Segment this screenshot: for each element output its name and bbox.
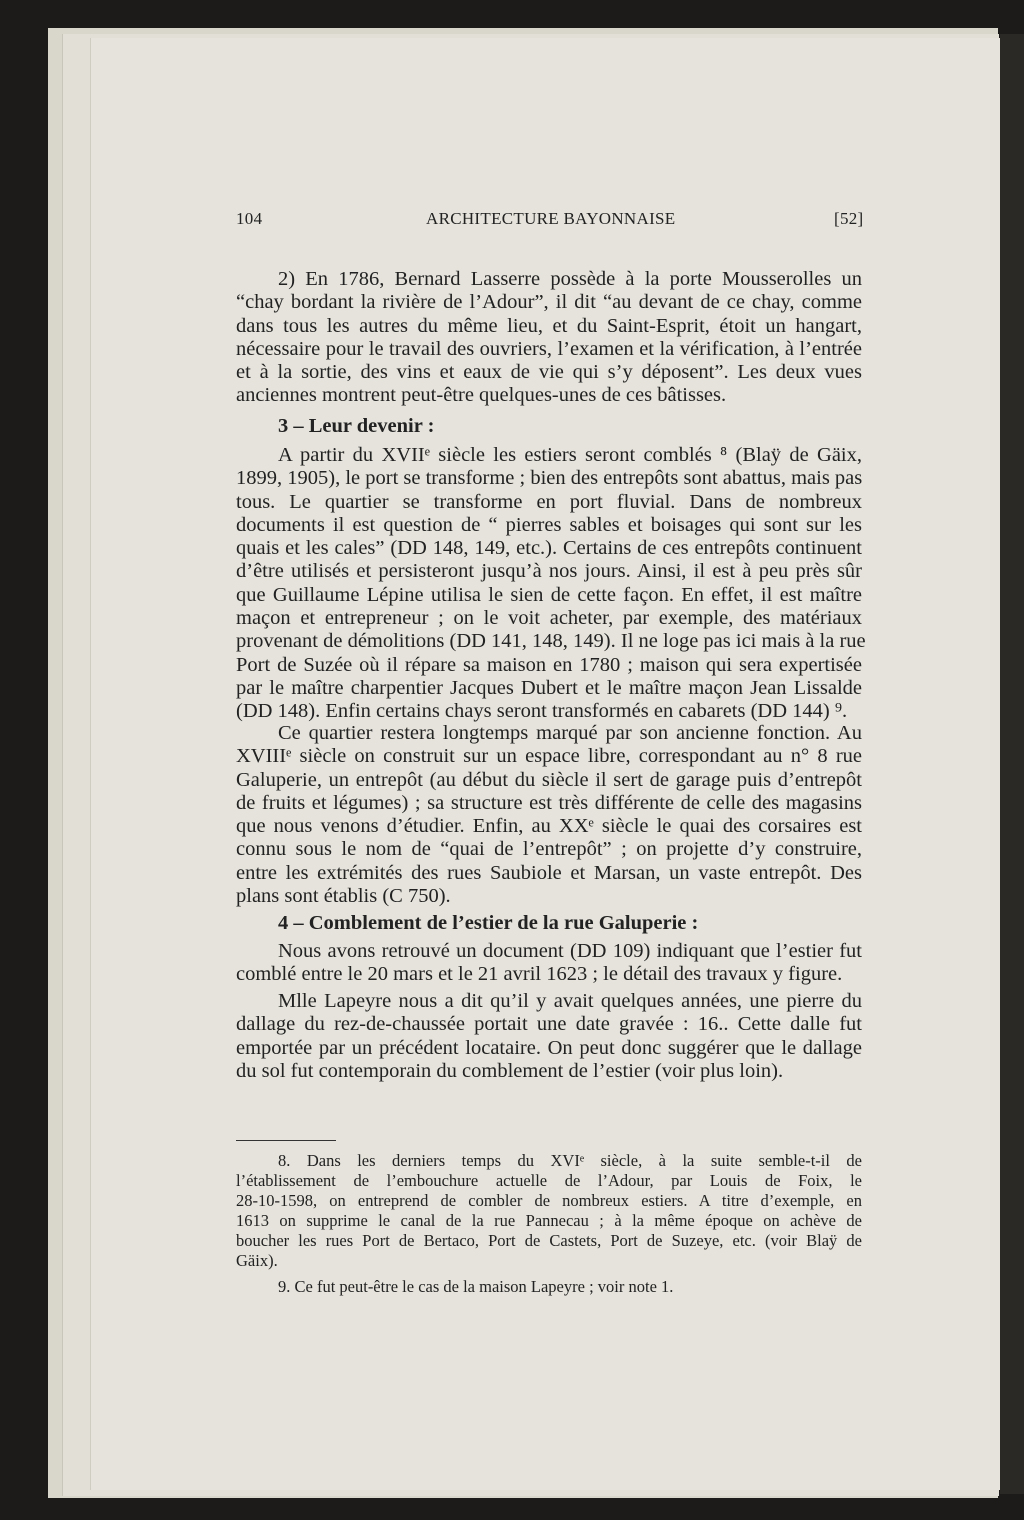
paragraph-3: [236, 722, 862, 908]
text-line: emportée par un précédent locataire. On peut donc suggérer que le dallage: [236, 1036, 862, 1059]
text-line: XVIIIᵉ siècle on construit sur un espace libre, correspondant au n° 8 rue: [236, 745, 862, 768]
text-line: 9. Ce fut peut-être le cas de la maison Lapeyre ; voir note 1.: [278, 1277, 674, 1296]
text-line: provenant de démolitions (DD 141, 148, 149). Il ne loge pas ici mais à la rue: [236, 630, 866, 653]
text-line: Mlle Lapeyre nous a dit qu’il y avait quelques années, une pierre du: [278, 990, 862, 1012]
text-line: tous. Le quartier se transforme en port fluvial. Dans de nombreux: [236, 490, 862, 513]
text-line: de fruits et légumes) ; sa structure est très différente de celle des magasins: [236, 791, 862, 814]
footnote-9: [236, 1277, 862, 1297]
section-heading-4: 4 – Comblement de l’estier de la rue Galuperie :: [278, 912, 699, 934]
text-line: comblé entre le 20 mars et le 21 avril 1623 ; le détail des travaux y figure.: [236, 963, 843, 986]
text-line: A partir du XVIIᵉ siècle les estiers seront comblés ⁸ (Blaÿ de Gäix,: [278, 444, 862, 466]
text-line: “chay bordant la rivière de l’Adour”, il dit “au devant de ce chay, comme: [236, 291, 862, 314]
text-line: entre les extrémités des rues Saubiole et Marsan, un vaste entrepôt. Des: [236, 861, 862, 884]
text-line: 2) En 1786, Bernard Lasserre possède à la porte Mousserolles un: [278, 268, 862, 290]
section-heading-3: 3 – Leur devenir :: [278, 415, 435, 437]
text-line: 28-10-1598, on entreprend de combler de nombreux estiers. A titre d’exemple, en: [236, 1191, 862, 1210]
text-line: d’être utilisés et persisteront jusqu’à nos jours. Ainsi, il est à peu près sûr: [236, 560, 862, 583]
text-line: du sol fut contemporain du comblement de l’estier (voir plus loin).: [236, 1059, 784, 1082]
page-number: 104: [236, 209, 263, 228]
text-line: maçon et entrepreneur ; on le voit acheter, par exemple, des matériaux: [236, 607, 862, 630]
text-line: Ce quartier restera longtemps marqué par son ancienne fonction. Au: [278, 722, 862, 744]
scan-background: [1000, 34, 1024, 1494]
paragraph-4: [236, 940, 862, 987]
text-line: boucher les rues Port de Bertaco, Port de Castets, Port de Suzeye, etc. (voir Blaÿ de: [236, 1231, 862, 1250]
text-line: l’établissement de l’embouchure actuelle de l’Adour, par Louis de Foix, le: [236, 1171, 862, 1190]
text-line: connu sous le nom de “quai de l’entrepôt” ; on projette d’y construire,: [236, 838, 862, 861]
text-line: Nous avons retrouvé un document (DD 109) indiquant que l’estier fut: [278, 940, 862, 962]
text-line: dans tous les autres du même lieu, et du Saint-Esprit, étoit un hangart,: [236, 314, 862, 337]
text-line: 1613 on supprime le canal de la rue Pannecau ; à la même époque on achève de: [236, 1211, 862, 1230]
text-line: par le maître charpentier Jacques Dubert et le maître maçon Jean Lissalde: [236, 676, 862, 699]
running-title: ARCHITECTURE BAYONNAISE: [426, 209, 676, 228]
text-line: nécessaire pour le travail des ouvriers, l’examen et la vérification, à l’entrée: [236, 337, 862, 360]
text-line: Galuperie, un entrepôt (au début du siècle il sert de garage puis d’entrepôt: [236, 768, 862, 791]
text-line: que nous venons d’étudier. Enfin, au XXᵉ siècle le quai des corsaires est: [236, 815, 862, 838]
paragraph-1: [236, 268, 862, 408]
text-line: 1899, 1905), le port se transforme ; bien des entrepôts sont abattus, mais pas: [236, 467, 863, 490]
text-line: que Guillaume Lépine utilisa le sien de cette façon. En effet, il est maître: [236, 583, 862, 606]
text-line: et à la sortie, des vins et eaux de vie qui s’y déposent”. Les deux vues: [236, 361, 862, 384]
paragraph-5: [236, 990, 862, 1083]
text-line: plans sont établis (C 750).: [236, 885, 451, 908]
text-line: anciennes montrent peut-être quelques-unes de ces bâtisses.: [236, 384, 727, 407]
text-line: documents il est question de “ pierres sables et boisages qui sont sur les: [236, 513, 862, 536]
footnote-8: [236, 1151, 862, 1271]
text-line: Gäix).: [236, 1251, 278, 1270]
footnote-rule: [236, 1140, 336, 1141]
text-line: (DD 148). Enfin certains chays seront transformés en cabarets (DD 144) ⁹.: [236, 700, 848, 723]
bracket-page-number: [52]: [834, 209, 864, 228]
text-line: dallage du rez-de-chaussée portait une date gravée : 16.. Cette dalle fut: [236, 1013, 862, 1036]
text-line: 8. Dans les derniers temps du XVIᵉ siècle, à la suite semble-t-il de: [278, 1151, 862, 1170]
text-line: Port de Suzée où il répare sa maison en 1780 ; maison qui sera expertisée: [236, 653, 862, 676]
text-line: quais et les cales” (DD 148, 149, etc.). Certains de ces entrepôts continuent: [236, 537, 862, 560]
paragraph-2: [236, 444, 866, 724]
